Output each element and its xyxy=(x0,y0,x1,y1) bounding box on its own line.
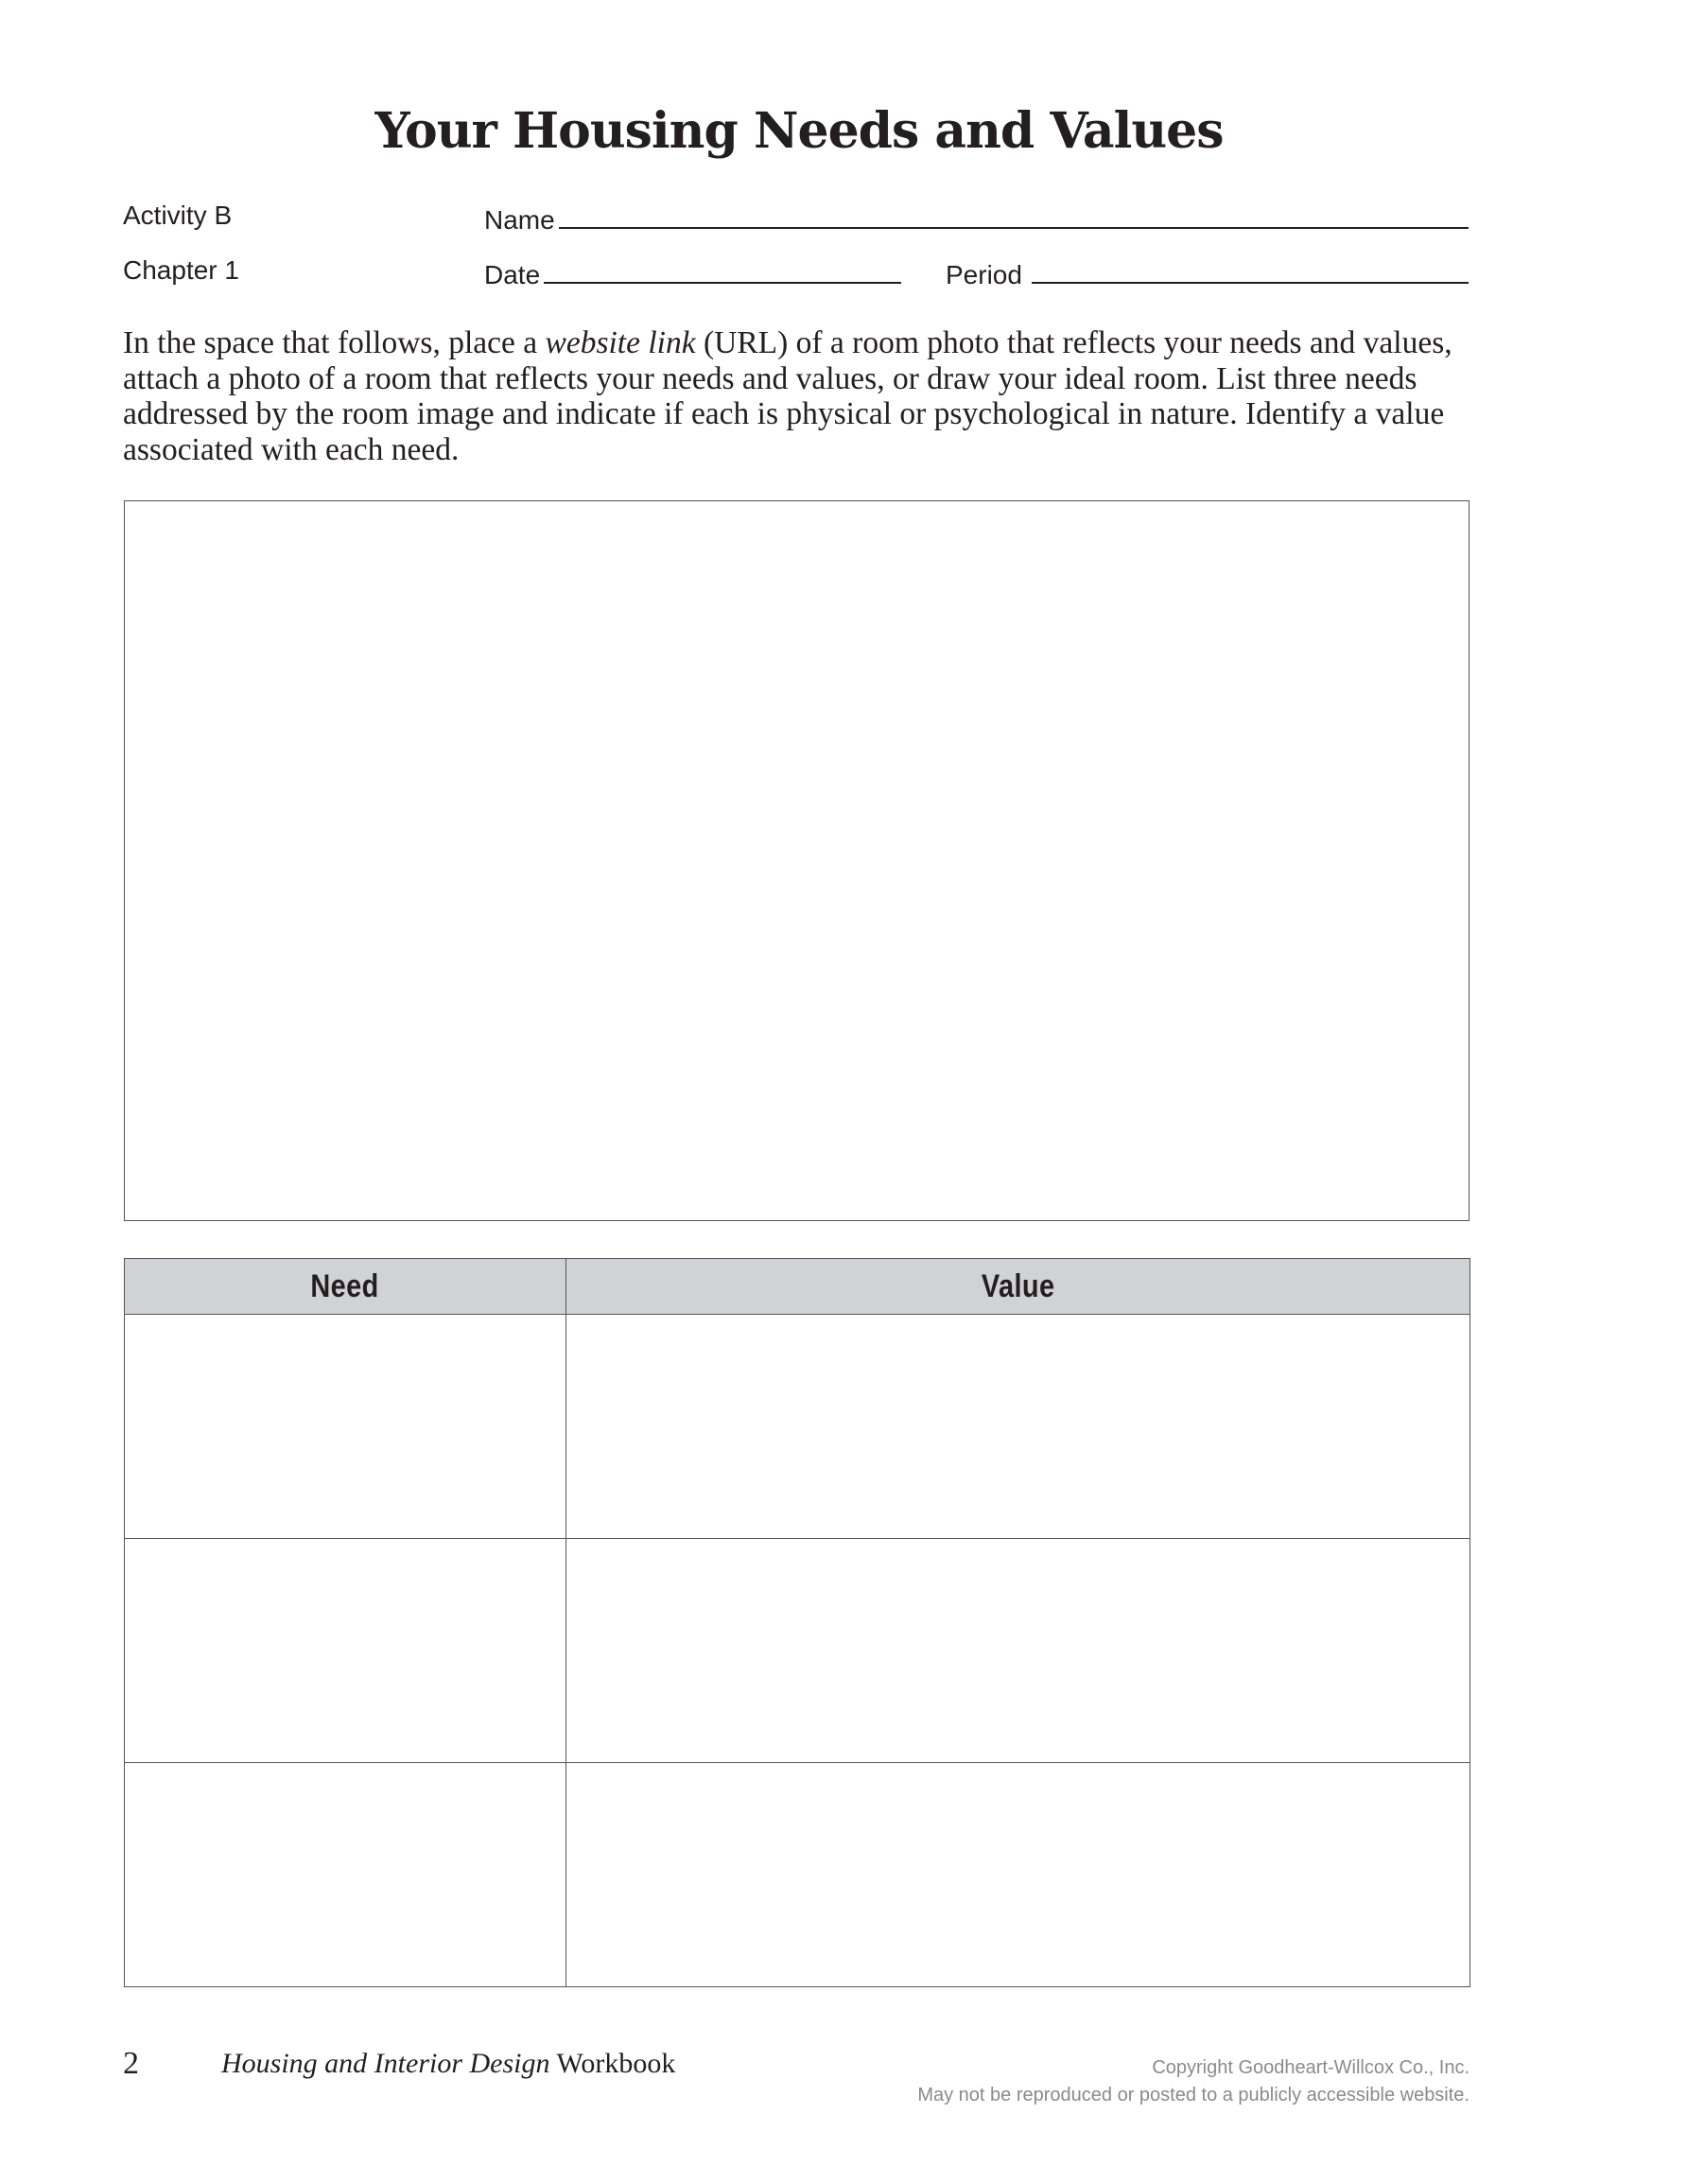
period-label: Period xyxy=(946,260,1022,289)
instructions-text-1: In the space that follows, place a xyxy=(123,325,546,360)
copyright-notice xyxy=(917,2054,1470,2109)
date-input-line[interactable] xyxy=(544,257,901,284)
instructions xyxy=(123,325,1475,467)
book-title-suffix: Workbook xyxy=(549,2048,676,2079)
page-title: Your Housing Needs and Values xyxy=(374,102,1224,160)
instructions-text-2: (URL) of a room photo that reflects your needs and values, attach a photo of a room that reflects your needs and values, or draw your ideal room. List three needs addressed by the room image and indicate if each is physical or psychological in nature. Identify a value associated with each need. xyxy=(123,325,1452,467)
book-title xyxy=(221,2048,675,2080)
name-input-line[interactable] xyxy=(559,202,1469,229)
page-number: 2 xyxy=(123,2046,139,2081)
value-cell[interactable] xyxy=(566,1539,1470,1763)
table-header-row xyxy=(125,1259,1470,1315)
period-input-line[interactable] xyxy=(1032,257,1469,284)
table-row xyxy=(125,1763,1470,1987)
chapter-label: Chapter 1 xyxy=(123,255,239,285)
need-column-header: Need xyxy=(125,1259,566,1315)
value-column-header: Value xyxy=(566,1259,1470,1315)
need-cell[interactable] xyxy=(125,1539,566,1763)
instructions-emphasis: website link xyxy=(545,325,696,360)
value-cell[interactable] xyxy=(566,1763,1470,1987)
table-row xyxy=(125,1315,1470,1539)
name-field[interactable] xyxy=(484,202,1469,234)
need-cell[interactable] xyxy=(125,1763,566,1987)
room-photo-box[interactable] xyxy=(124,500,1470,1221)
book-title-italic: Housing and Interior Design xyxy=(221,2048,550,2079)
need-cell[interactable] xyxy=(125,1315,566,1539)
name-label: Name xyxy=(484,205,555,235)
period-field[interactable] xyxy=(946,257,1469,288)
copyright-line-1: Copyright Goodheart-Willcox Co., Inc. xyxy=(1152,2057,1470,2078)
needs-values-table xyxy=(124,1258,1470,1987)
date-label: Date xyxy=(484,260,541,289)
value-cell[interactable] xyxy=(566,1315,1470,1539)
date-field[interactable] xyxy=(484,257,901,288)
activity-label: Activity B xyxy=(123,201,233,230)
copyright-line-2: May not be reproduced or posted to a publicly accessible website. xyxy=(917,2085,1470,2105)
table-row xyxy=(125,1539,1470,1763)
